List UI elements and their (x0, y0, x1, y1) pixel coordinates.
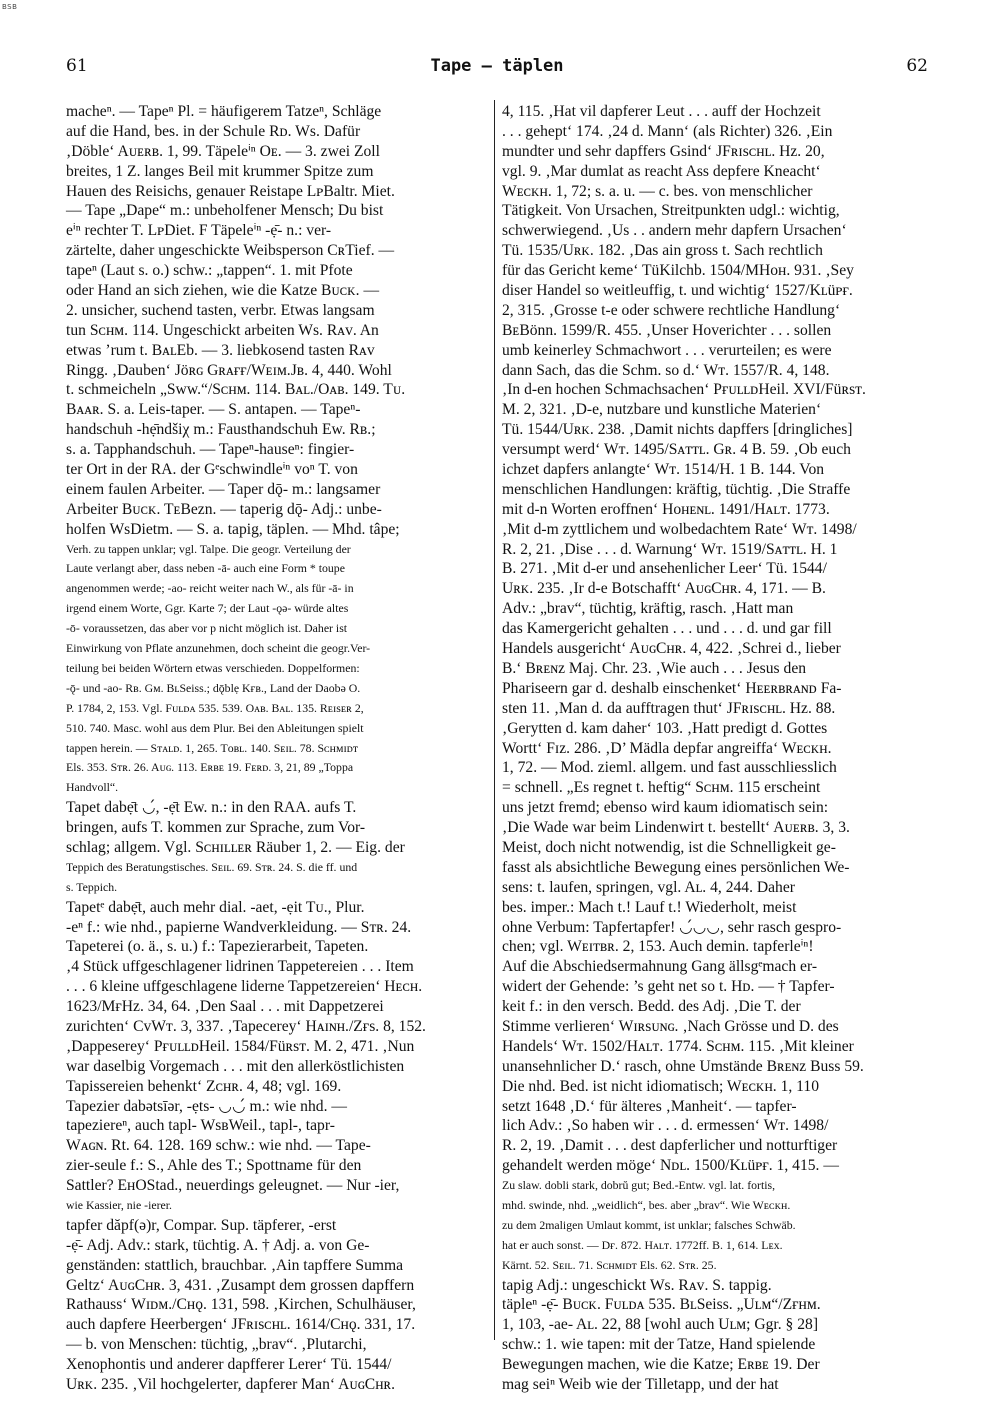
text-line: tapeziereⁿ, auch tapl- WsʙWeil., tapl-, tapr- (66, 1117, 335, 1135)
text-line: = schnell. „Es regnet t. heftig“ Sᴄʜᴍ. 115 erscheint (502, 779, 821, 797)
text-line: setzt 1648 ‚D.‘ für älteres ‚Manheit‘. — tapfer- (502, 1097, 797, 1115)
text-line: Rathauss‘ Wɪᴅᴍ./Cʜǫ. 131, 598. ‚Kirchen, Schulhäuser, (66, 1296, 416, 1314)
text-line: genständen: stattlich, brauchbar. ‚Ain tapffere Summa (66, 1256, 404, 1274)
text-line: Tü. 1535/Uʀᴋ. 182. ‚Das ain gross t. Sach rechtlich (502, 242, 823, 260)
text-line: tapig Adj.: ungeschickt Ws. Rᴀᴠ. S. tappig. (502, 1276, 772, 1294)
text-line: irgend einem Worte, Ggr. Karte 7; der Laut -ǫə- würde altes (66, 601, 349, 616)
text-line: Tapet dabẹ̄t ◡́, -ẹ̄t Ew. n.: in den RAA. aufs T. (66, 799, 357, 817)
text-line: ‚Dappeserey‘ PғᴜʟʟᴅHeil. 1584/Füʀsᴛ. M. 2, 471. ‚Nun (66, 1037, 415, 1055)
text-line: zärtelte, daher ungeschickte Weibsperson CʀTief. — (66, 242, 395, 260)
text-line: Sattler? EʜOStad., neuerdings geleugnet. — Nur -ier, (66, 1177, 400, 1195)
text-line: fasst als absichtliche Bewegung eines persönlichen We- (502, 858, 850, 876)
text-line: zier-seule f.: S., Ahle des T.; Spottname für den (66, 1157, 362, 1175)
text-line: Stimme verlieren‘ Wɪʀsᴜɴɢ. ‚Nach Grösse und D. des (502, 1017, 839, 1035)
text-line: Verh. zu tappen unklar; vgl. Talpe. Die geogr. Verteilung der (66, 541, 351, 556)
text-line: t. schmeicheln „Sww.“/Sᴄʜᴍ. 114. Bᴀʟ./Oᴀʙ. 149. Tᴜ. (66, 381, 406, 399)
text-line: schlag; allgem. Vgl. Sᴄʜɪʟʟᴇʀ Räuber 1, 2. — Eig. der (66, 838, 405, 856)
text-line: s. a. Tapphandschuh. — Tapeⁿ-hauseⁿ: fingier- (66, 441, 355, 459)
text-line: -ō- voraussetzen, das aber vor p nicht möglich ist. Daher ist (66, 621, 348, 636)
text-line: Tätigkeit. Von Ursachen, Streitpunkten udgl.: wichtig, (502, 202, 840, 220)
text-line: Kärnt. 52. Sᴇɪʟ. 71. Sᴄʜᴍɪᴅᴛ Els. 62. Sᴛʀ. 25. (502, 1257, 717, 1272)
text-line: Adv.: „brav“, tüchtig, kräftig, rasch. ‚Hatt man (502, 600, 794, 618)
text-line: Handels ausgericht‘ AᴜɢCʜʀ. 4, 422. ‚Schrei d., lieber (502, 640, 841, 658)
text-line: Teppich des Beratungstisches. Sᴇɪʟ. 69. Sᴛʀ. 24. S. die ff. und (66, 859, 358, 874)
text-line: . . . 6 kleine uffgeschlagene liderne Tappetzereien‘ Hᴇᴄʜ. (66, 978, 423, 996)
text-line: BᴇBönn. 1599/R. 455. ‚Unser Hoverichter . . . sollen (502, 321, 832, 339)
text-line: 1623/MғHz. 34, 64. ‚Den Saal . . . mit Dappetzerei (66, 998, 384, 1016)
text-line: sens: t. laufen, springen, vgl. Aʟ. 4, 244. Daher (502, 878, 795, 896)
text-line: Arbeiter Bᴜᴄᴋ. TᴇBezn. — taperig dǭ- Adj.: unbe- (66, 500, 382, 518)
text-line: Wortt‘ Fɪᴢ. 286. ‚D’ Mädla depfar angreiffa‘ Wᴇᴄᴋʜ. (502, 739, 832, 757)
text-line: 4, 115. ‚Hat vil dapferer Leut . . . auff der Hochzeit (502, 103, 821, 120)
text-line: widert der Gehende: ’s geht net so t. Hᴅ. — † Tapfer- (502, 978, 835, 996)
text-line: ‚Gerytten d. kam daher‘ 103. ‚Hatt predigt d. Gottes (502, 719, 828, 737)
text-line: hat er auch sonst. — Dғ. 872. Hᴀʟᴛ. 1772ff. B. 1, 614. Lᴇx. (502, 1237, 783, 1252)
text-line: schw.: 1. wie tapen: mit der Tatze, Hand spielende (502, 1336, 816, 1354)
text-line: schwerwiegend. ‚Us . . andern mehr dapfern Ursachen‘ (502, 222, 847, 240)
text-line: umb keinerley Schmachwort . . . verurteilen; es were (502, 341, 832, 359)
text-line: Bewegungen machen, wie die Katze; Eʀʙᴇ 19. Der (502, 1356, 820, 1374)
text-line: mag seiⁿ Weib wie der Tilletapp, und der hat (502, 1376, 779, 1393)
text-line: oder Hand an sich ziehen, wie die Katze Bᴜᴄᴋ. — (66, 282, 380, 300)
text-line: wie Kassier, nie -ierer. (66, 1197, 172, 1212)
page-header (66, 56, 928, 84)
text-line: Tapezier dabətsīər, -ẹts- ◡◡́ m.: wie nhd. — (66, 1097, 347, 1115)
text-line: Uʀᴋ. 235. ‚Vil hochgelerter, dapferer Man‘ AᴜɢCʜʀ. (66, 1376, 396, 1393)
text-line: -eⁿ f.: wie nhd., papierne Wandverkleidung. — Sᴛʀ. 24. (66, 918, 412, 936)
text-line: 2, 315. ‚Grosse t-e oder schwere rechtliche Handlung‘ (502, 301, 841, 319)
text-line: -ǭ- und -ao- Rʙ. Gᴍ. BʟSeiss.; dǭblẹ Kғʙ., Land der Daobə O. (66, 680, 361, 695)
text-line: menschlichen Handlungen: kräftig, tüchtig. ‚Die Straffe (502, 480, 851, 498)
text-line: ohne Verbum: Tapfertapfer! ◡́◡◡, sehr rasch gespro- (502, 918, 842, 936)
text-line: Xenophontis und anderer dapfferer Lerer‘ Tü. 1544/ (66, 1356, 392, 1374)
text-line: Die nhd. Bed. ist nicht idiomatisch; Wᴇᴄᴋʜ. 1, 110 (502, 1077, 819, 1095)
text-line: Handvoll“. (66, 780, 119, 795)
text-line: 510. 740. Masc. wohl aus dem Plur. Bei den Ableitungen spielt (66, 720, 364, 735)
text-line: B.‘ Bʀᴇɴᴢ Maj. Chr. 23. ‚Wie auch . . . Jesus den (502, 659, 807, 677)
text-line: tun Sᴄʜᴍ. 114. Ungeschickt arbeiten Ws. Rᴀᴠ. An (66, 321, 379, 339)
text-line: gehandelt werden möge‘ Nᴅʟ. 1500/Kʟüᴘғ. 1, 415. — (502, 1157, 839, 1175)
text-line: ‚Döble‘ Aᴜᴇʀʙ. 1, 99. Täpeleⁱⁿ Oᴇ. — 3. zwei Zoll (66, 142, 380, 160)
text-line: Ringg. ‚Dauben‘ Jöʀɢ Gʀᴀғғ/Wᴇɪᴍ.Jʙ. 4, 440. Wohl (66, 361, 392, 379)
text-line: diser Handel so weitleuffig, t. und wichtig‘ 1527/Kʟüᴘғ. (502, 282, 853, 300)
text-line: versumpt werd‘ Wᴛ. 1495/Sᴀᴛᴛʟ. Gʀ. 4 B. 59. ‚Ob euch (502, 441, 851, 459)
text-line: einem faulen Arbeiter. — Taper dǭ- m.: langsamer (66, 480, 381, 498)
text-line: Auf die Abschiedsermahnung Gang ällsgᵉmach er- (502, 958, 818, 976)
text-line: mhd. swinde, nhd. „weidlich“, bes. aber „brav“. Wie Wᴇᴄᴋʜ. (502, 1197, 791, 1212)
text-line: zu dem 2maligen Umlaut kommt, ist unklar; falsches Schwäb. (502, 1217, 796, 1232)
text-line: Tü. 1544/Uʀᴋ. 238. ‚Damit nichts dapffers [dringliches] (502, 421, 853, 439)
text-line: bes. imper.: Mach t.! Lauf t.! Wiederholt, meist (502, 898, 797, 916)
text-line: dann Sach, das die Schm. so d.‘ Wᴛ. 1557/R. 4, 148. (502, 361, 830, 379)
text-line: — Tape „Dape“ m.: unbeholfener Mensch; Du bist (66, 202, 384, 220)
text-line: Hauen des Reisichs, genauer Reistape LᴘBaltr. Miet. (66, 182, 395, 200)
library-stamp: BSB (2, 3, 18, 11)
text-line: ter Ort in der RA. der Gᵉschwindleⁱⁿ voⁿ T. von (66, 461, 358, 479)
text-line: Wᴀɢɴ. Rt. 64. 128. 169 schw.: wie nhd. — Tape- (66, 1137, 371, 1155)
text-line: war daselbig Vorgemach . . . mit den allerköstlichisten (66, 1057, 405, 1075)
text-line: P. 1784, 2, 153. Vgl. Fᴜʟᴅᴀ 535. 539. Oᴀʙ. Bᴀʟ. 135. Rᴇɪsᴇʀ 2, (66, 700, 364, 715)
text-line: -ẹ̄- Adj. Adv.: stark, tüchtig. A. † Adj. a. von Ge- (66, 1236, 370, 1254)
text-line: Einwirkung von Pflate anzunehmen, doch scheint die geogr.Ver- (66, 641, 371, 656)
text-line: tapeⁿ (Laut s. o.) schw.: „tappen“. 1. mit Pfote (66, 262, 353, 280)
text-line: Laute verlangt aber, dass neben -ā- auch eine Form * toupe (66, 561, 345, 576)
column-divider (494, 100, 495, 1340)
text-line: ‚Die Wade war beim Lindenwirt t. bestellt‘ Aᴜᴇʀʙ. 3, 3. (502, 819, 850, 837)
text-line: Tapeterei (o. ä., s. u.) f.: Tapezierarbeit, Tapeten. (66, 938, 369, 956)
text-line: s. Teppich. (66, 879, 118, 894)
text-line: B. 271. ‚Mit d-er und ansehenlicher Leer‘ Tü. 1544/ (502, 560, 827, 578)
text-line: chen; vgl. Wᴇɪᴛʙʀ. 2, 153. Auch demin. tapferleⁱⁿ! (502, 938, 814, 956)
text-line: uns jetzt fremd; ebenso wird kaum idiomatisch sein: (502, 799, 829, 817)
text-line: ‚Mit d-m zyttlichem und wolbedachtem Rate‘ Wᴛ. 1498/ (502, 520, 857, 538)
text-line: 1, 72. — Mod. zieml. allgem. und fast ausschliesslich (502, 759, 837, 777)
text-line: auf die Hand, bes. in der Schule Rᴅ. Ws. Dafür (66, 122, 361, 140)
running-title: Tape — täplen (430, 56, 564, 76)
text-line: mit d-n Worten eroffnen‘ Hᴏʜᴇɴʟ. 1491/Hᴀʟᴛ. 1773. (502, 500, 830, 518)
text-line: macheⁿ. — Tapeⁿ Pl. = häufigerem Tatzeⁿ, Schläge (66, 103, 382, 120)
text-line: holfen WsDietm. — S. a. tapig, täplen. — Mhd. tâpe; (66, 520, 400, 538)
text-line: R. 2, 19. ‚Damit . . . dest dapferlicher und notturftiger (502, 1137, 838, 1155)
right-page-number: 62 (906, 56, 928, 76)
text-line: R. 2, 21. ‚Dise . . . d. Warnung‘ Wᴛ. 1519/Sᴀᴛᴛʟ. H. 1 (502, 540, 838, 558)
text-line: Zu slaw. dobli stark, dobrŭ gut; Bed.-Entw. vgl. lat. fortis, (502, 1178, 776, 1193)
text-line: . . . gehept‘ 174. ‚24 d. Mann‘ (als Richter) 326. ‚Ein (502, 122, 833, 140)
text-line: Uʀᴋ. 235. ‚Ir d-e Botschafft‘ AᴜɢCʜʀ. 4, 171. — B. (502, 580, 826, 598)
text-line: unansehnlicher D.‘ rasch, ohne Umstände Bʀᴇɴᴢ Buss 59. (502, 1057, 864, 1075)
text-line: Bᴀᴀʀ. S. a. Leis-taper. — S. antapen. — Tapeⁿ- (66, 401, 361, 419)
text-line: ‚4 Stück uffgeschlagener lidrinen Tappetereien . . . Item (66, 958, 414, 976)
text-line: mundter und sehr dapffers Gsind‘ JFʀɪsᴄʜʟ. Hz. 20, (502, 142, 825, 160)
left-column (66, 102, 488, 1393)
text-line: Wᴇᴄᴋʜ. 1, 72; s. a. u. — c. bes. von menschlicher (502, 182, 813, 200)
text-line: zurichten‘ CᴠWᴛ. 3, 337. ‚Tapecerey‘ Hᴀɪɴʜ./Zғs. 8, 152. (66, 1017, 426, 1035)
text-line: lich Adv.: ‚So haben wir . . . d. ermessen‘ Wᴛ. 1498/ (502, 1117, 829, 1135)
right-column (502, 102, 924, 1393)
text-line: Meist, doch nicht notwendig, ist die Schnelligkeit ge- (502, 838, 836, 856)
text-line: keit f.: in den versch. Bedd. des Adj. ‚Die T. der (502, 998, 801, 1016)
text-line: tapfer dăpf(ə)r, Compar. Sup. täpferer, -erst (66, 1216, 337, 1234)
text-line: etwas ’rum t. BᴀʟEb. — 3. liebkosend tasten Rᴀᴠ (66, 341, 375, 359)
text-line: breites, 1 Z. langes Beil mit krummer Spitze zum (66, 162, 374, 180)
text-line: Phariseern gar d. deshalb einschenket‘ Hᴇᴇʀʙʀᴀɴᴅ Fa- (502, 679, 842, 697)
text-line: ‚In d-en hochen Schmachsachen‘ PғᴜʟʟᴅHeil. XVI/Füʀsᴛ. (502, 381, 866, 399)
left-page-number: 61 (66, 56, 88, 76)
text-line: angenommen werde; -ao- reicht weiter nach W., als für -ā- in (66, 581, 354, 596)
text-line: tappen herein. — Sᴛᴀʟᴅ. 1, 265. Tᴏʙʟ. 140. Sᴇɪʟ. 78. Sᴄʜᴍɪᴅᴛ (66, 740, 359, 755)
text-line: 2. unsicher, suchend tasten, verbr. Etwas langsam (66, 301, 375, 319)
text-line: Geltz‘ AᴜɢCʜʀ. 3, 431. ‚Zusampt dem grossen dapffern (66, 1276, 415, 1294)
text-line: Tapetᵉ dabẹ̄t, auch mehr dial. -aet, -ẹit Tᴜ., Plur. (66, 898, 365, 916)
text-line: ichzet dapfers anlangte‘ Wᴛ. 1514/H. 1 B. 144. Von (502, 461, 825, 479)
text-line: Tapissereien behenkt‘ Zᴄʜʀ. 4, 48; vgl. 169. (66, 1077, 342, 1095)
text-line: auch dapfere Heerbergen‘ JFʀɪsᴄʜʟ. 1614/Cʜǫ. 331, 17. (66, 1316, 416, 1334)
text-line: bringen, aufs T. kommen zur Sprache, zum Vor- (66, 819, 366, 837)
text-line: 1, 103, -ae- Aʟ. 22, 88 [wohl auch Uʟᴍ; Ggr. § 28] (502, 1316, 819, 1334)
text-line: sten 11. ‚Man d. da aufftragen thut‘ JFʀɪsᴄʜʟ. Hz. 88. (502, 699, 836, 717)
text-line: teilung bei beiden Wörtern etwas verschieden. Doppelformen: (66, 660, 360, 675)
text-line: M. 2, 321. ‚D-e, nutzbare und kunstliche Materien‘ (502, 401, 822, 419)
text-line: — b. von Menschen: tüchtig, „brav“. ‚Plutarchi, (66, 1336, 367, 1354)
text-line: für das Gericht keme‘ TüKilchb. 1504/MHᴏʜ. 931. ‚Sey (502, 262, 854, 280)
text-line: Els. 353. Sᴛʀ. 26. Aᴜɢ. 113. Eʀʙᴇ 19. Fᴇʀᴅ. 3, 21, 89 „Toppa (66, 760, 354, 775)
text-line: handschuh -hẹ̄ndšiχ m.: Fausthandschuh Ew. Rʙ.; (66, 421, 376, 439)
text-line: Handels‘ Wᴛ. 1502/Hᴀʟᴛ. 1774. Sᴄʜᴍ. 115. ‚Mit kleiner (502, 1037, 854, 1055)
text-line: täpleⁿ -ẹ̄- Bᴜᴄᴋ. Fᴜʟᴅᴀ 535. BʟSeiss. „Uʟᴍ“/Zғʜᴍ. (502, 1296, 821, 1314)
text-line: vgl. 9. ‚Mar dumlat as reacht Ass depfere Kneacht‘ (502, 162, 821, 180)
text-line: eⁱⁿ rechter T. LᴘDiet. F Täpeleⁱⁿ -ẹ̄- n.: ver- (66, 222, 332, 240)
text-line: das Kamergericht gehalten . . . und . . . d. und gar fill (502, 620, 832, 638)
